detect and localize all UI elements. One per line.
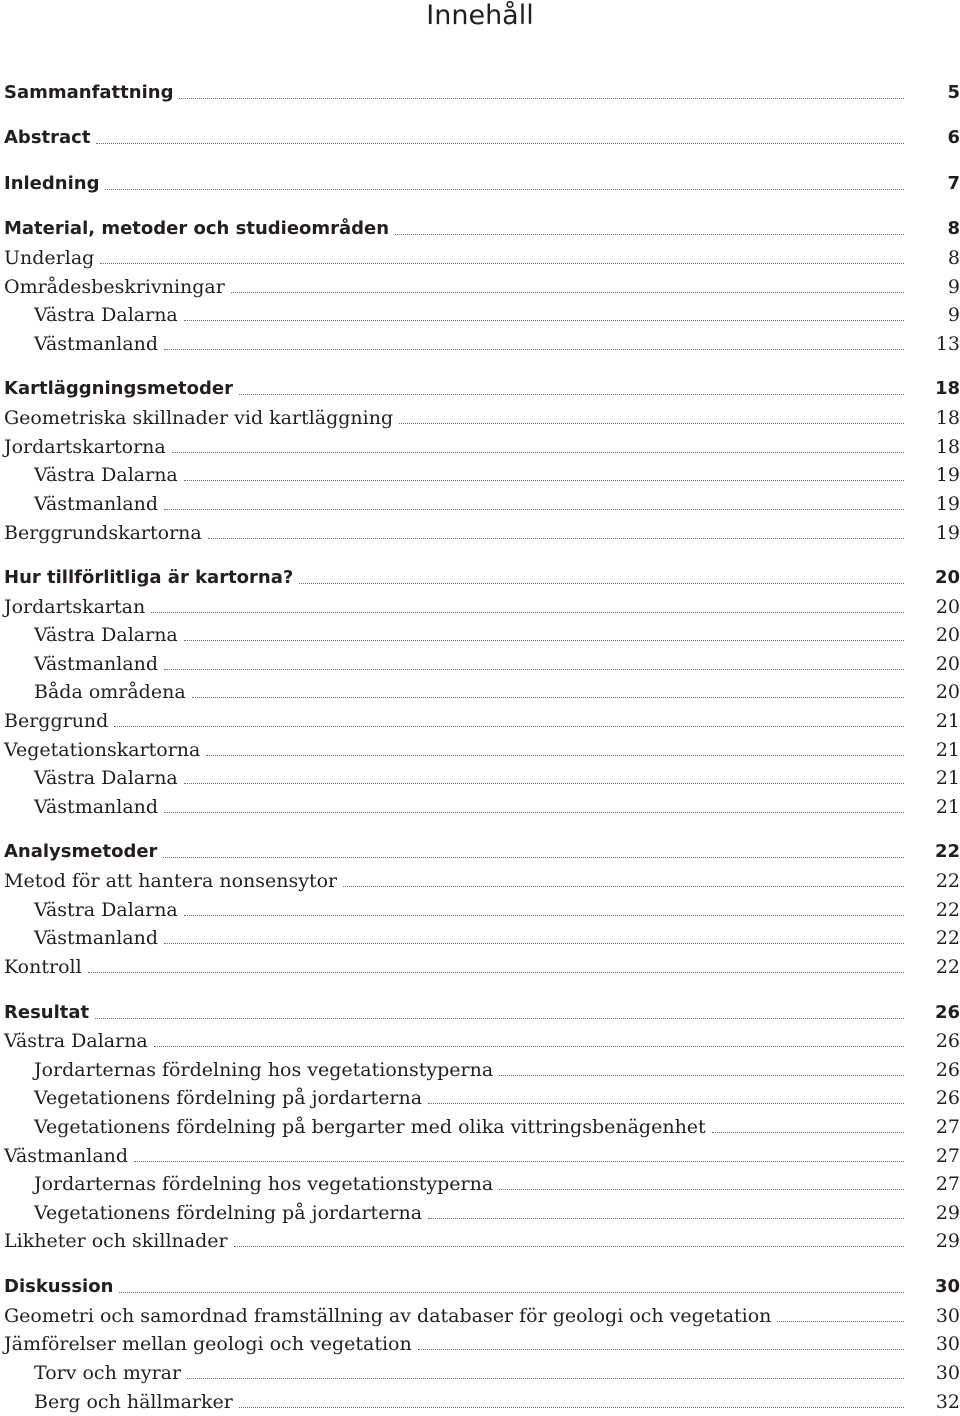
dot-leader <box>164 349 904 350</box>
dot-leader <box>777 1321 904 1322</box>
toc-entry[interactable] <box>0 864 960 892</box>
toc-entry-page-number: 21 <box>935 796 960 818</box>
toc-entry-label: Metod för att hantera nonsensytor <box>4 870 338 892</box>
toc-entry-label: Västmanland <box>34 493 159 515</box>
toc-entry-page-number: 22 <box>935 927 960 949</box>
toc-entry-label: Västra Dalarna <box>34 464 178 486</box>
toc-entry-page-number: 18 <box>935 407 960 429</box>
toc-entry-label: Resultat <box>4 1002 90 1023</box>
toc-entry-label: Hur tillförlitliga är kartorna? <box>4 567 294 588</box>
toc-entry[interactable] <box>0 704 960 732</box>
dot-leader <box>499 1189 904 1190</box>
toc-entry-page-number: 27 <box>935 1116 960 1138</box>
dot-leader <box>164 812 904 813</box>
toc-entry-label: Områdesbeskrivningar <box>4 276 225 298</box>
toc-entry[interactable] <box>0 647 960 675</box>
dot-leader <box>184 480 904 481</box>
toc-entry-page-number: 32 <box>935 1391 960 1413</box>
toc-entry-page-number: 19 <box>935 522 960 544</box>
dot-leader <box>299 583 904 584</box>
toc-entry[interactable] <box>0 1167 960 1195</box>
toc-entry-label: Abstract <box>4 127 91 148</box>
dot-leader <box>164 943 904 944</box>
dot-leader <box>105 189 904 190</box>
toc-entry[interactable] <box>0 1299 960 1327</box>
toc-entry[interactable] <box>0 675 960 703</box>
toc-entry-label: Jordartskartorna <box>4 436 166 458</box>
toc-entry-label: Vegetationens fördelning på jordarterna <box>34 1202 423 1224</box>
dot-leader <box>95 1018 904 1019</box>
toc-entry-page-number: 29 <box>935 1230 960 1252</box>
toc-entry-page-number: 20 <box>934 567 960 588</box>
dot-leader <box>100 263 904 264</box>
toc-entry-page-number: 30 <box>935 1362 960 1384</box>
toc-entry-page-number: 27 <box>935 1145 960 1167</box>
toc-entry-page-number: 8 <box>947 218 960 239</box>
dot-leader <box>499 1075 904 1076</box>
toc-entry[interactable] <box>0 921 960 949</box>
toc-entry-page-number: 22 <box>934 841 960 862</box>
dot-leader <box>395 234 904 235</box>
toc-entry-label: Geometri och samordnad framställning av databaser för geologi och vegetation <box>4 1305 772 1327</box>
toc-entry-page-number: 21 <box>935 710 960 732</box>
toc-entry-label: Berggrund <box>4 710 109 732</box>
toc-entry-label: Västra Dalarna <box>34 899 178 921</box>
dot-leader <box>164 669 904 670</box>
toc-entry-label: Inledning <box>4 173 100 194</box>
toc-entry[interactable] <box>0 561 960 589</box>
toc-entry[interactable] <box>0 1081 960 1109</box>
toc-entry[interactable] <box>0 487 960 515</box>
dot-leader <box>187 1378 904 1379</box>
dot-leader <box>239 394 904 395</box>
dot-leader <box>172 452 904 453</box>
dot-leader <box>184 320 904 321</box>
toc-entry[interactable] <box>0 1110 960 1138</box>
toc-entry-label: Berggrundskartorna <box>4 522 202 544</box>
toc-entry[interactable] <box>0 1224 960 1252</box>
toc-entry-page-number: 26 <box>935 1030 960 1052</box>
toc-entry[interactable] <box>0 327 960 355</box>
toc-entry-label: Jordarternas fördelning hos vegetationstyperna <box>34 1173 494 1195</box>
toc-entry-label: Kontroll <box>4 956 82 978</box>
toc-entry-page-number: 13 <box>935 333 960 355</box>
toc-entry[interactable] <box>0 1139 960 1167</box>
toc-entry-page-number: 7 <box>947 173 960 194</box>
toc-entry[interactable] <box>0 950 960 978</box>
toc-entry-page-number: 22 <box>935 956 960 978</box>
toc-entry[interactable] <box>0 298 960 326</box>
toc-entry-page-number: 9 <box>947 304 960 326</box>
toc-entry-label: Båda områdena <box>34 681 186 703</box>
toc-entry-label: Sammanfattning <box>4 82 174 103</box>
toc-entry[interactable] <box>0 212 960 240</box>
toc-entry-page-number: 26 <box>934 1002 960 1023</box>
dot-leader <box>184 915 904 916</box>
toc-entry[interactable] <box>0 1024 960 1052</box>
dot-leader <box>114 726 904 727</box>
toc-entry-page-number: 9 <box>947 276 960 298</box>
toc-entry[interactable] <box>0 430 960 458</box>
toc-entry[interactable] <box>0 893 960 921</box>
toc-entry-page-number: 20 <box>935 681 960 703</box>
toc-entry-label: Jordartskartan <box>4 596 146 618</box>
toc-entry-page-number: 8 <box>947 247 960 269</box>
toc-entry-page-number: 19 <box>935 464 960 486</box>
dot-leader <box>206 755 904 756</box>
toc-entry-page-number: 21 <box>935 767 960 789</box>
toc-entry-label: Analysmetoder <box>4 841 158 862</box>
dot-leader <box>154 1046 904 1047</box>
dot-leader <box>96 143 904 144</box>
toc-entry[interactable] <box>0 372 960 400</box>
toc-entry-label: Jämförelser mellan geologi och vegetation <box>4 1333 412 1355</box>
toc-entry[interactable] <box>0 1327 960 1355</box>
toc-entry-page-number: 27 <box>935 1173 960 1195</box>
toc-entry-page-number: 20 <box>935 624 960 646</box>
toc-entry-label: Västmanland <box>34 653 159 675</box>
toc-entry-page-number: 20 <box>935 653 960 675</box>
toc-entry-page-number: 19 <box>935 493 960 515</box>
dot-leader <box>428 1218 904 1219</box>
dot-leader <box>179 98 904 99</box>
toc-entry[interactable] <box>0 1385 960 1413</box>
toc-entry-label: Jordarternas fördelning hos vegetationstyperna <box>34 1059 494 1081</box>
dot-leader <box>163 857 904 858</box>
toc-entry-page-number: 18 <box>935 436 960 458</box>
toc-entry-page-number: 22 <box>935 870 960 892</box>
toc-entry[interactable] <box>0 121 960 149</box>
toc-entry[interactable] <box>0 1270 960 1298</box>
toc-entry-page-number: 30 <box>934 1276 960 1297</box>
toc-entry[interactable] <box>0 835 960 863</box>
dot-leader <box>418 1349 904 1350</box>
dot-leader <box>208 538 904 539</box>
toc-entry[interactable] <box>0 1356 960 1384</box>
toc-entry[interactable] <box>0 590 960 618</box>
toc-entry[interactable] <box>0 1053 960 1081</box>
toc-entry-page-number: 30 <box>935 1333 960 1355</box>
dot-leader <box>184 640 904 641</box>
toc-entry-label: Torv och myrar <box>34 1362 182 1384</box>
toc-entry-label: Berg och hällmarker <box>34 1391 233 1413</box>
toc-entry-page-number: 22 <box>935 899 960 921</box>
toc-entry-label: Västra Dalarna <box>34 304 178 326</box>
dot-leader <box>399 423 904 424</box>
dot-leader <box>343 886 904 887</box>
toc-entry[interactable] <box>0 241 960 269</box>
toc-entry-page-number: 21 <box>935 739 960 761</box>
dot-leader <box>88 972 904 973</box>
dot-leader <box>192 697 904 698</box>
toc-entry[interactable] <box>0 996 960 1024</box>
toc-entry[interactable] <box>0 733 960 761</box>
dot-leader <box>231 292 904 293</box>
dot-leader <box>134 1161 904 1162</box>
page-title: Innehåll <box>426 0 534 31</box>
toc-entry-label: Underlag <box>4 247 95 269</box>
dot-leader <box>184 783 904 784</box>
toc-entry-label: Västmanland <box>4 1145 129 1167</box>
dot-leader <box>164 509 904 510</box>
toc-entry[interactable] <box>0 401 960 429</box>
dot-leader <box>119 1292 904 1293</box>
toc-entry[interactable] <box>0 458 960 486</box>
toc-entry-label: Vegetationskartorna <box>4 739 201 761</box>
dot-leader <box>239 1407 904 1408</box>
toc-entry[interactable] <box>0 270 960 298</box>
dot-leader <box>234 1246 904 1247</box>
toc-entry[interactable] <box>0 1196 960 1224</box>
dot-leader <box>712 1132 904 1133</box>
toc-entry-page-number: 5 <box>947 82 960 103</box>
toc-entry[interactable] <box>0 76 960 104</box>
toc-entry-label: Likheter och skillnader <box>4 1230 228 1252</box>
toc-entry-label: Vegetationens fördelning på jordarterna <box>34 1087 423 1109</box>
toc-entry[interactable] <box>0 516 960 544</box>
toc-entry-label: Västmanland <box>34 796 159 818</box>
toc-entry-label: Västmanland <box>34 333 159 355</box>
toc-entry-label: Diskussion <box>4 1276 114 1297</box>
toc-entry-label: Västmanland <box>34 927 159 949</box>
toc-entry[interactable] <box>0 790 960 818</box>
toc-entry-label: Västra Dalarna <box>34 767 178 789</box>
toc-entry-label: Vegetationens fördelning på bergarter med olika vittringsbenägenhet <box>34 1116 706 1138</box>
toc-entry-label: Västra Dalarna <box>4 1030 148 1052</box>
toc-entry-page-number: 30 <box>935 1305 960 1327</box>
toc-entry-page-number: 26 <box>935 1087 960 1109</box>
toc-entry-label: Kartläggningsmetoder <box>4 378 233 399</box>
toc-entry-label: Västra Dalarna <box>34 624 178 646</box>
toc-entry[interactable] <box>0 167 960 195</box>
toc-entry-page-number: 18 <box>934 378 960 399</box>
toc-entry-page-number: 29 <box>935 1202 960 1224</box>
dot-leader <box>428 1103 904 1104</box>
toc-entry-label: Geometriska skillnader vid kartläggning <box>4 407 394 429</box>
toc-entry-page-number: 20 <box>935 596 960 618</box>
toc-entry-page-number: 6 <box>947 127 960 148</box>
dot-leader <box>151 612 904 613</box>
toc-entry[interactable] <box>0 618 960 646</box>
toc-entry-label: Material, metoder och studieområden <box>4 218 390 239</box>
toc-entry[interactable] <box>0 761 960 789</box>
toc-entry-page-number: 26 <box>935 1059 960 1081</box>
